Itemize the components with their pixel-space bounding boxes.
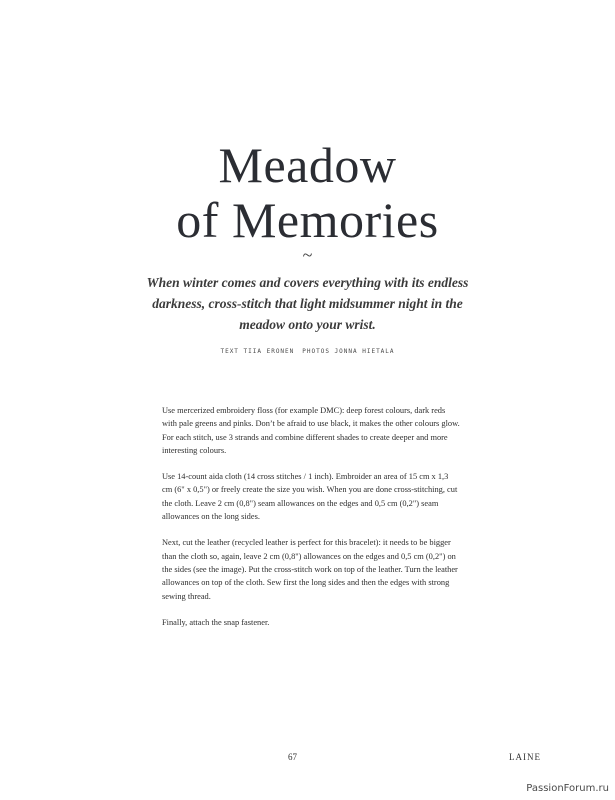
article-title (0, 138, 615, 248)
watermark: PassionForum.ru (526, 783, 609, 794)
title-line-2: of Memories (176, 192, 439, 248)
magazine-name: LAINE (509, 752, 541, 762)
article-lead: When winter comes and covers everything with its endless darkness, cross-stitch that light midsummer night in the meadow onto your wrist. (146, 275, 469, 332)
title-line-1: Meadow (218, 137, 397, 193)
text-credit: TEXT TIIA ERONEN (220, 348, 295, 355)
body-paragraph: Use 14-count aida cloth (14 cross stitches / 1 inch). Embroider an area of 15 cm x 1,3 cm (6" x 0,5") or freely create the size you wish. When you are done cross-stitching, cut the cloth. Leave 2 cm (0,8") seam allowances on the edges and 0,5 cm (0,2") seam allowances on the long sides. (162, 472, 458, 522)
body-paragraph: Finally, attach the snap fastener. (162, 617, 270, 627)
photo-credit: PHOTOS JONNA HIETALA (302, 348, 395, 355)
article-body (162, 404, 460, 642)
body-paragraph: Use mercerized embroidery floss (for example DMC): deep forest colours, dark reds with pale greens and pinks. Don’t be afraid to use black, it makes the other colours glow. For each stitch, use 3 strands and combine different shades to create deeper and more interesting colours. (162, 406, 460, 455)
tilde-ornament-icon: ~ (302, 245, 313, 265)
page-number: 67 (288, 752, 297, 762)
article-credits (0, 348, 615, 355)
body-paragraph: Next, cut the leather (recycled leather is perfect for this bracelet): it needs to be bigger than the cloth so, again, leave 2 cm (0,8") allowances on the edges and 0,5 cm (0,2") on the sides (see the image). Put the cross-stitch work on top of the leather. Turn the leather allowances on top of the cloth. Sew first the long sides and then the edges with strong sewing thread. (162, 538, 458, 601)
